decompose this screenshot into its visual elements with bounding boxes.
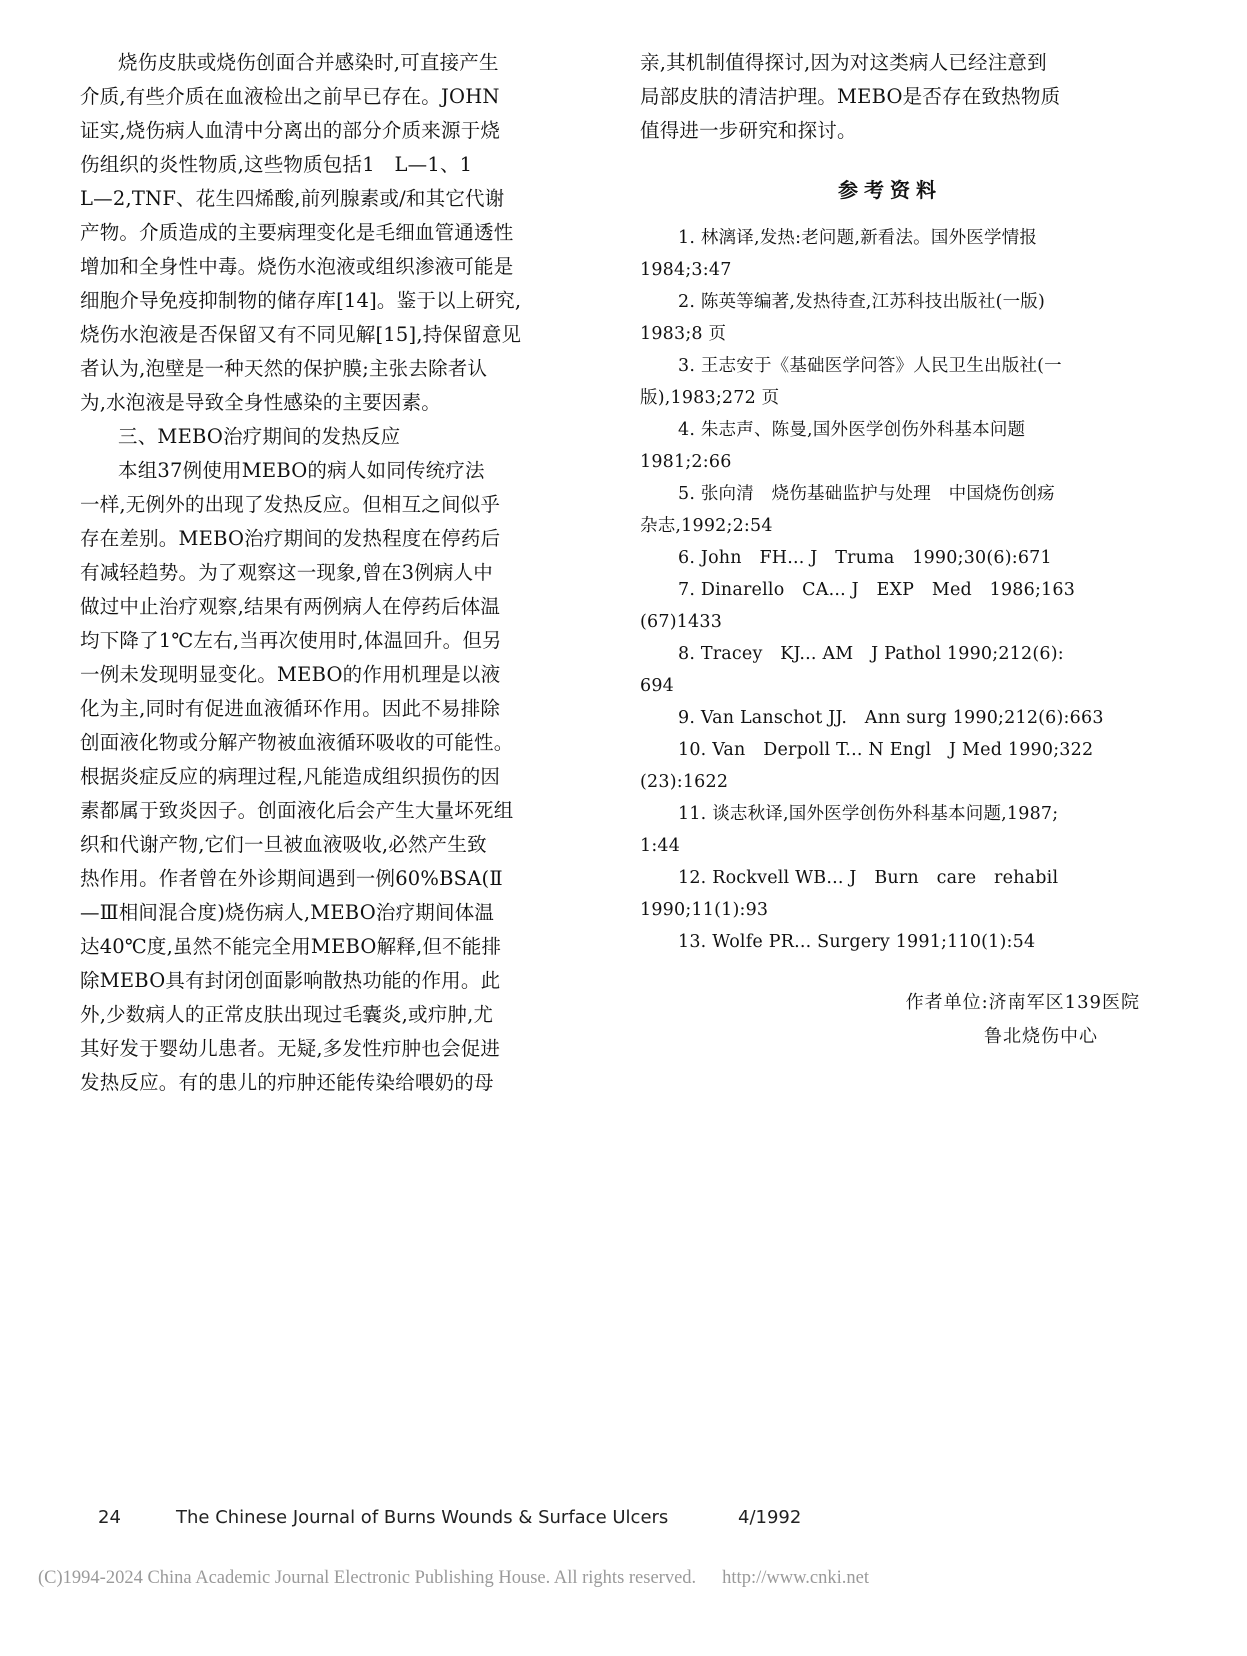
copyright-url: http://www.cnki.net xyxy=(722,1568,869,1588)
reference-item xyxy=(640,542,1140,574)
author-unit-line: 鲁北烧伤中心 xyxy=(984,1026,1098,1047)
issue-number: 4/1992 xyxy=(738,1507,802,1528)
reference-line: 1. 林漓译,发热:老问题,新看法。国外医学情报 xyxy=(678,228,1038,248)
text-line: 根据炎症反应的病理过程,凡能造成组织损伤的因 xyxy=(80,765,501,788)
reference-line: 4. 朱志声、陈曼,国外医学创伤外科基本问题 xyxy=(678,420,1026,440)
reference-line: (23):1622 xyxy=(640,772,729,792)
text-line: 为,水泡液是导致全身性感染的主要因素。 xyxy=(80,391,441,414)
text-line: 细胞介导免疫抑制物的储存库[14]。鉴于以上研究, xyxy=(80,289,522,312)
reference-line: 2. 陈英等编著,发热待查,江苏科技出版社(一版) xyxy=(678,292,1046,312)
reference-line: 10. Van Derpoll T... N Engl J Med 1990;322 xyxy=(678,740,1094,760)
left-paragraph-2 xyxy=(80,454,580,1100)
text-line: —Ⅲ相间混合度)烧伤病人,MEBO治疗期间体温 xyxy=(80,901,495,924)
reference-line: 13. Wolfe PR... Surgery 1991;110(1):54 xyxy=(678,932,1036,952)
reference-line: 1:44 xyxy=(640,836,681,856)
text-line: 发热反应。有的患儿的疖肿还能传染给喂奶的母 xyxy=(80,1071,494,1094)
text-line: 一样,无例外的出现了发热反应。但相互之间似乎 xyxy=(80,493,501,516)
reference-line: 5. 张向清 烧伤基础监护与处理 中国烧伤创疡 xyxy=(678,484,1055,504)
text-line: 产物。介质造成的主要病理变化是毛细血管通透性 xyxy=(80,221,514,244)
text-line: 亲,其机制值得探讨,因为对这类病人已经注意到 xyxy=(640,51,1047,74)
journal-name: The Chinese Journal of Burns Wounds & Surface Ulcers xyxy=(176,1507,669,1528)
reference-line: 1983;8 页 xyxy=(640,324,727,344)
text-line: 达40℃度,虽然不能完全用MEBO解释,但不能排 xyxy=(80,935,502,958)
reference-line: 12. Rockvell WB... J Burn care rehabil xyxy=(678,868,1059,888)
reference-item xyxy=(640,798,1140,862)
reference-line: 9. Van Lanschot JJ. Ann surg 1990;212(6):663 xyxy=(678,708,1104,728)
right-continuation xyxy=(640,46,1140,148)
references-list xyxy=(640,222,1140,958)
author-unit-line: 作者单位:济南军区139医院 xyxy=(905,992,1140,1013)
text-line: 本组37例使用MEBO的病人如同传统疗法 xyxy=(118,459,485,482)
reference-line: (67)1433 xyxy=(640,612,723,632)
text-line: L—2,TNF、花生四烯酸,前列腺素或/和其它代谢 xyxy=(80,187,505,210)
text-line: 其好发于婴幼儿患者。无疑,多发性疖肿也会促进 xyxy=(80,1037,501,1060)
text-line: 增加和全身性中毒。烧伤水泡液或组织渗液可能是 xyxy=(80,255,514,278)
reference-line: 1984;3:47 xyxy=(640,260,732,280)
text-line: 证实,烧伤病人血清中分离出的部分介质来源于烧 xyxy=(80,119,501,142)
reference-line: 694 xyxy=(640,676,675,696)
text-line: 者认为,泡壁是一种天然的保护膜;主张去除者认 xyxy=(80,357,488,380)
reference-item xyxy=(640,734,1140,798)
author-unit xyxy=(640,986,1140,1054)
page-footer xyxy=(98,1507,858,1528)
page-number: 24 xyxy=(98,1507,121,1528)
reference-line: 杂志,1992;2:54 xyxy=(640,516,773,536)
left-paragraph-1 xyxy=(80,46,580,420)
text-line: 烧伤水泡液是否保留又有不同见解[15],持保留意见 xyxy=(80,323,522,346)
reference-line: 8. Tracey KJ... AM J Pathol 1990;212(6): xyxy=(678,644,1064,664)
reference-item xyxy=(640,638,1140,702)
text-line: 介质,有些介质在血液检出之前早已存在。JOHN xyxy=(80,85,500,108)
references-title: 参考资料 xyxy=(838,178,942,202)
text-line: 除MEBO具有封闭创面影响散热功能的作用。此 xyxy=(80,969,501,992)
reference-item xyxy=(640,222,1140,286)
left-column xyxy=(80,46,580,1100)
text-line: 一例未发现明显变化。MEBO的作用机理是以液 xyxy=(80,663,501,686)
reference-item xyxy=(640,862,1140,926)
reference-item xyxy=(640,414,1140,478)
reference-line: 3. 王志安于《基础医学问答》人民卫生出版社(一 xyxy=(678,356,1062,376)
reference-line: 1981;2:66 xyxy=(640,452,732,472)
reference-item xyxy=(640,286,1140,350)
reference-item xyxy=(640,702,1140,734)
text-line: 烧伤皮肤或烧伤创面合并感染时,可直接产生 xyxy=(118,51,499,74)
text-line: 创面液化物或分解产物被血液循环吸收的可能性。 xyxy=(80,731,514,754)
reference-line: 6. John FH... J Truma 1990;30(6):671 xyxy=(678,548,1052,568)
copyright-notice xyxy=(38,1568,869,1589)
text-line: 局部皮肤的清洁护理。MEBO是否存在致热物质 xyxy=(640,85,1061,108)
section-heading: 三、MEBO治疗期间的发热反应 xyxy=(118,425,401,448)
text-line: 存在差别。MEBO治疗期间的发热程度在停药后 xyxy=(80,527,501,550)
reference-line: 版),1983;272 页 xyxy=(640,388,780,408)
reference-line: 1990;11(1):93 xyxy=(640,900,769,920)
copyright-text: (C)1994-2024 China Academic Journal Electronic Publishing House. All rights reserved. xyxy=(38,1568,697,1588)
right-column xyxy=(640,46,1140,1054)
reference-item xyxy=(640,478,1140,542)
reference-line: 7. Dinarello CA... J EXP Med 1986;163 xyxy=(678,580,1076,600)
reference-item xyxy=(640,574,1140,638)
text-line: 有减轻趋势。为了观察这一现象,曾在3例病人中 xyxy=(80,561,494,584)
text-line: 化为主,同时有促进血液循环作用。因此不易排除 xyxy=(80,697,501,720)
reference-line: 11. 谈志秋译,国外医学创伤外科基本问题,1987; xyxy=(678,804,1059,824)
reference-item xyxy=(640,350,1140,414)
text-line: 值得进一步研究和探讨。 xyxy=(640,119,857,142)
text-line: 做过中止治疗观察,结果有两例病人在停药后体温 xyxy=(80,595,501,618)
text-line: 均下降了1℃左右,当再次使用时,体温回升。但另 xyxy=(80,629,502,652)
text-line: 伤组织的炎性物质,这些物质包括1 L—1、1 xyxy=(80,153,473,176)
reference-item xyxy=(640,926,1140,958)
text-line: 外,少数病人的正常皮肤出现过毛囊炎,或疖肿,尤 xyxy=(80,1003,494,1026)
text-line: 热作用。作者曾在外诊期间遇到一例60%BSA(Ⅱ xyxy=(80,867,503,890)
text-line: 素都属于致炎因子。创面液化后会产生大量坏死组 xyxy=(80,799,514,822)
text-line: 织和代谢产物,它们一旦被血液吸收,必然产生致 xyxy=(80,833,487,856)
